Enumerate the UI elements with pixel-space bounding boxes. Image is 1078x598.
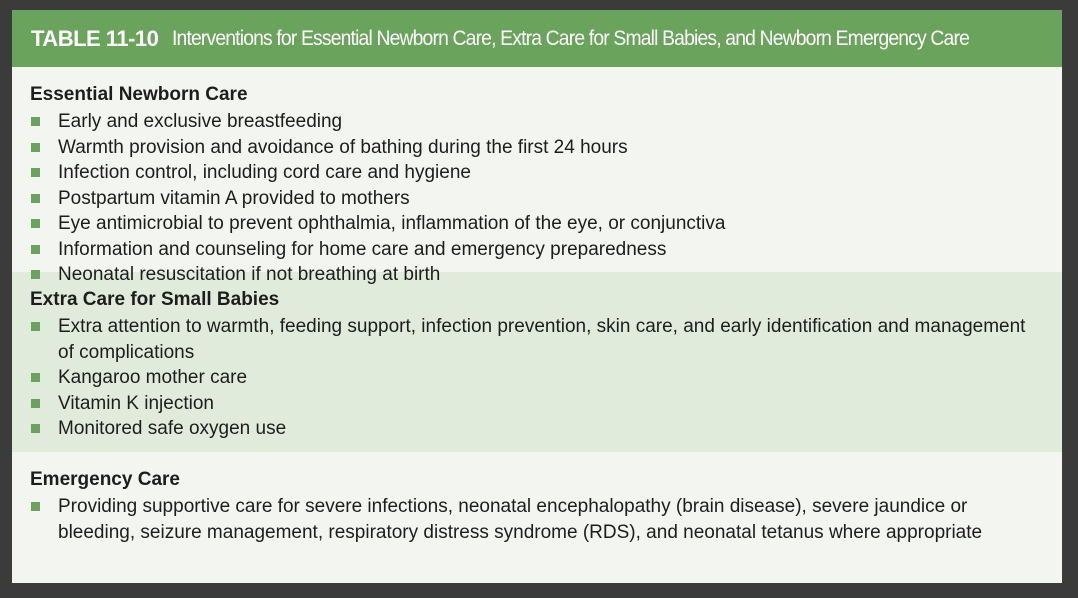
list-item-text: Vitamin K injection (58, 392, 214, 414)
list-item-text: Postpartum vitamin A provided to mothers (58, 187, 410, 209)
list-item (30, 391, 1044, 417)
section-heading: Extra Care for Small Babies (30, 289, 280, 310)
table-box (12, 10, 1062, 583)
list-item-text: Extra attention to warmth, feeding support, infection prevention, skin care, and early identification and management of complications (58, 316, 1026, 363)
list-item (30, 160, 1044, 186)
bullet-list (30, 494, 1044, 545)
square-bullet-icon (31, 322, 40, 331)
square-bullet-icon (31, 168, 40, 177)
section-heading: Emergency Care (30, 469, 180, 490)
square-bullet-icon (31, 424, 40, 433)
list-item (30, 494, 1044, 545)
list-item-text: Infection control, including cord care and hygiene (58, 162, 471, 183)
list-item (30, 211, 1044, 237)
square-bullet-icon (31, 117, 40, 126)
square-bullet-icon (31, 270, 40, 279)
list-item (30, 416, 1044, 442)
table-number: TABLE 11-10 (31, 25, 159, 51)
square-bullet-icon (31, 245, 40, 254)
list-item-text: Early and exclusive breastfeeding (58, 111, 343, 132)
bullet-list (30, 109, 1044, 288)
list-item (30, 262, 1044, 288)
list-item (30, 314, 1044, 365)
list-item (30, 109, 1044, 135)
list-item (30, 135, 1044, 161)
section-heading: Essential Newborn Care (30, 84, 248, 105)
list-item-text: Neonatal resuscitation if not breathing at birth (58, 264, 441, 285)
list-item-text: Eye antimicrobial to prevent ophthalmia, inflammation of the eye, or conjunctiva (58, 213, 726, 234)
list-item-text: Information and counseling for home care and emergency preparedness (58, 238, 667, 260)
square-bullet-icon (31, 219, 40, 228)
list-item-text: Kangaroo mother care (58, 367, 248, 388)
section-essential-newborn-care (12, 67, 1062, 285)
square-bullet-icon (31, 194, 40, 203)
table-title: Interventions for Essential Newborn Care, Extra Care for Small Babies, and Newborn Emergency Care (172, 26, 970, 50)
list-item (30, 186, 1044, 212)
square-bullet-icon (31, 399, 40, 408)
list-item (30, 237, 1044, 263)
table-header (12, 10, 1062, 67)
bullet-list (30, 314, 1044, 442)
list-item-text: Warmth provision and avoidance of bathing during the first 24 hours (58, 136, 628, 158)
section-emergency-care (12, 452, 1062, 559)
square-bullet-icon (31, 502, 40, 511)
list-item-text: Monitored safe oxygen use (58, 418, 287, 439)
square-bullet-icon (31, 143, 40, 152)
square-bullet-icon (31, 373, 40, 382)
list-item-text: Providing supportive care for severe infections, neonatal encephalopathy (brain disease), severe jaundice or bleeding, seizure management, respiratory distress syndrome (RDS), and neonatal tetanus where appropriate (58, 496, 983, 543)
list-item (30, 365, 1044, 391)
section-extra-care-small-babies (12, 272, 1062, 452)
